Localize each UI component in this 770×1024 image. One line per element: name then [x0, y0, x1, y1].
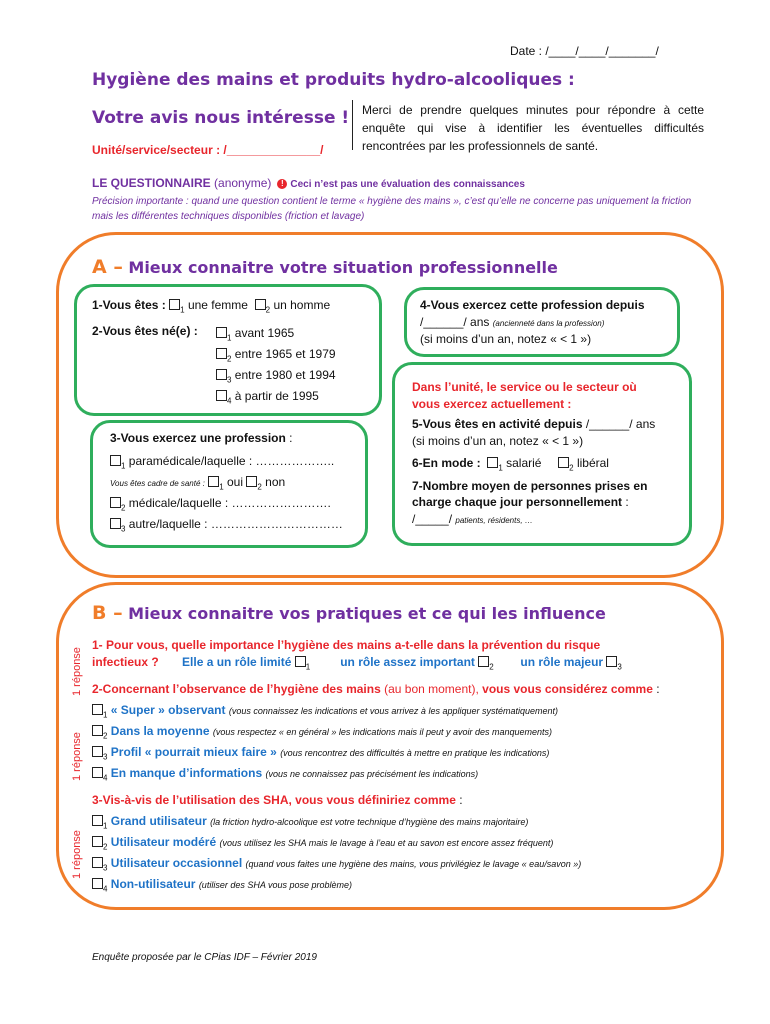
- q1-label: 1-Vous êtes :: [92, 298, 166, 312]
- q1-checkbox-homme[interactable]: [255, 299, 266, 310]
- precision-note: Précision importante : quand une question contient le terme « hygiène des mains », c’est qu’elle ne concerne pas uniquement la friction mais les différentes techniques disponibles (friction et lavage): [92, 196, 692, 222]
- b-q2-label: 2-Concernant l’observance de l’hygiène des mains (au bon moment), vous vous considérez comme :: [92, 682, 660, 696]
- q2-label: 2-Vous êtes né(e) :: [92, 324, 198, 338]
- q7-row: /_____/ patients, résidents, …: [412, 512, 533, 526]
- q6-liberal-checkbox[interactable]: [558, 457, 569, 468]
- q5-row: 5-Vous êtes en activité depuis /______/ ans: [412, 417, 656, 431]
- section-b-title: [92, 602, 606, 624]
- q2-opt-1: $_1$ avant 1965: [216, 325, 294, 346]
- questionnaire-heading: [92, 176, 525, 190]
- q3-checkbox[interactable]: [110, 455, 121, 466]
- b-q2-checkbox[interactable]: [92, 767, 103, 778]
- b-q2-opt-2: $_2$ Dans la moyenne (vous respectez « en général » les indications mais il peut y avoir des manquements): [92, 723, 552, 744]
- q2-checkbox[interactable]: [216, 369, 227, 380]
- section-b-letter: B –: [92, 602, 123, 624]
- q6-salarie-checkbox[interactable]: [487, 457, 498, 468]
- q1-row: 1-Vous êtes : $_1$ une femme $_2$ un homme: [92, 298, 331, 315]
- b-q2-checkbox[interactable]: [92, 746, 103, 757]
- b-q1-checkbox[interactable]: [295, 656, 306, 667]
- q2-opt-3: $_3$ entre 1980 et 1994: [216, 367, 336, 388]
- b-q3-label: 3-Vis-à-vis de l’utilisation des SHA, vous vous définiriez comme :: [92, 793, 463, 807]
- unit-heading-2: vous exercez actuellement :: [412, 397, 572, 411]
- divider: [352, 100, 353, 150]
- b-q2-opt-3: $_3$ Profil « pourrait mieux faire » (vous rencontrez des difficultés à mettre en pratique les indications): [92, 744, 549, 765]
- b-q3-opt-1: $_1$ Grand utilisateur (la friction hydro-alcoolique est votre technique d’hygiène des mains majoritaire): [92, 813, 528, 834]
- b-q3-opt-3: $_3$ Utilisateur occasionnel (quand vous faites une hygiène des mains, vous privilégiez le lavage « eau/savon »): [92, 855, 581, 876]
- q4-hint: (si moins d’un an, notez « < 1 »): [420, 332, 592, 346]
- b-q1-checkbox[interactable]: [478, 656, 489, 667]
- b-q2-checkbox[interactable]: [92, 704, 103, 715]
- q3-opt-3: $_3$ autre/laquelle : ……………………………: [110, 516, 343, 537]
- q3-opt-1: $_1$ paramédicale/laquelle : ………………..: [110, 453, 334, 474]
- q3-opt-2: $_2$ médicale/laquelle : …………………….: [110, 495, 331, 516]
- b-q3-opt-2: $_2$ Utilisateur modéré (vous utilisez les SHA mais le lavage à l’eau et au savon est encore assez fréquent): [92, 834, 553, 855]
- q1-checkbox-femme[interactable]: [169, 299, 180, 310]
- q4-row: /______/ ans (ancienneté dans la profession): [420, 315, 605, 329]
- q3-label-row: 3-Vous exercez une profession :: [110, 431, 293, 445]
- b-q3-checkbox[interactable]: [92, 836, 103, 847]
- b-q2-checkbox[interactable]: [92, 725, 103, 736]
- b-q2-opt-1: $_1$ « Super » observant (vous connaissez les indications et vous arrivez à les appliquer systématiquement): [92, 702, 558, 723]
- section-a-heading: Mieux connaitre votre situation professionnelle: [122, 258, 558, 277]
- b-q3-checkbox[interactable]: [92, 878, 103, 889]
- one-answer-label: 1 réponse: [71, 647, 83, 696]
- date-field[interactable]: Date : /____/____/_______/: [510, 44, 659, 58]
- q2-opt-4: $_4$ à partir de 1995: [216, 388, 319, 409]
- one-answer-label: 1 réponse: [71, 732, 83, 781]
- q7-label-row: charge chaque jour personnellement :: [412, 495, 629, 509]
- page-subtitle: Votre avis nous intéresse !: [92, 108, 350, 128]
- b-q1-line1: 1- Pour vous, quelle importance l’hygiène des mains a-t-elle dans la prévention du risque: [92, 638, 601, 652]
- q2-checkbox[interactable]: [216, 327, 227, 338]
- b-q1-row: infectieux ? Elle a un rôle limité $_1$ un rôle assez important $_2$ un rôle majeur $_3$: [92, 655, 622, 672]
- b-q2-opt-4: $_4$ En manque d’informations (vous ne connaissez pas précisément les indications): [92, 765, 478, 786]
- q3-label: 3-Vous exercez une profession: [110, 431, 286, 445]
- q1-opt-homme: un homme: [270, 298, 331, 312]
- q3-cadre-non-checkbox[interactable]: [246, 476, 257, 487]
- q6-row: 6-En mode : $_1$ salarié $_2$ libéral: [412, 456, 609, 473]
- one-answer-label: 1 réponse: [71, 830, 83, 879]
- q2-opt-2: $_2$ entre 1965 et 1979: [216, 346, 336, 367]
- intro-text: Merci de prendre quelques minutes pour répondre à cette enquête qui vise à identifier les éventuelles difficultés rencontrées par les professionnels de santé.: [362, 103, 704, 153]
- q4-label: 4-Vous exercez cette profession depuis: [420, 298, 645, 312]
- b-q3-checkbox[interactable]: [92, 815, 103, 826]
- section-b-heading: Mieux connaitre vos pratiques et ce qui les influence: [122, 604, 606, 623]
- q7-input[interactable]: /_____/: [412, 512, 453, 526]
- questionnaire-label: LE QUESTIONNAIRE: [92, 176, 211, 190]
- section-a-letter: A –: [92, 256, 123, 278]
- q5-input[interactable]: /______/ ans: [582, 417, 656, 431]
- b-q3-checkbox[interactable]: [92, 857, 103, 868]
- q3-checkbox[interactable]: [110, 518, 121, 529]
- warning-icon: !: [277, 179, 287, 189]
- q7-label-1: 7-Nombre moyen de personnes prises en: [412, 479, 648, 493]
- questionnaire-anon: (anonyme): [210, 176, 272, 190]
- q1-opt-femme: une femme: [184, 298, 248, 312]
- q2-checkbox[interactable]: [216, 348, 227, 359]
- footer: Enquête proposée par le CPias IDF – Février 2019: [92, 952, 317, 963]
- page-title: Hygiène des mains et produits hydro-alcooliques :: [92, 70, 575, 90]
- unit-heading-1: Dans l’unité, le service ou le secteur où: [412, 380, 637, 394]
- q3-cadre-row: Vous êtes cadre de santé : $_1$ oui $_2$ non: [110, 475, 286, 492]
- q3-checkbox[interactable]: [110, 497, 121, 508]
- b-q3-opt-4: $_4$ Non-utilisateur (utiliser des SHA vous pose problème): [92, 876, 352, 897]
- q2-checkbox[interactable]: [216, 390, 227, 401]
- q3-cadre-oui-checkbox[interactable]: [208, 476, 219, 487]
- questionnaire-warning: Ceci n’est pas une évaluation des connaissances: [290, 179, 525, 190]
- q4-input[interactable]: /______/ ans: [420, 315, 490, 329]
- b-q1-checkbox[interactable]: [606, 656, 617, 667]
- section-a-title: [92, 256, 558, 278]
- unit-field[interactable]: Unité/service/secteur : /______________/: [92, 143, 324, 157]
- q5-hint: (si moins d’un an, notez « < 1 »): [412, 434, 584, 448]
